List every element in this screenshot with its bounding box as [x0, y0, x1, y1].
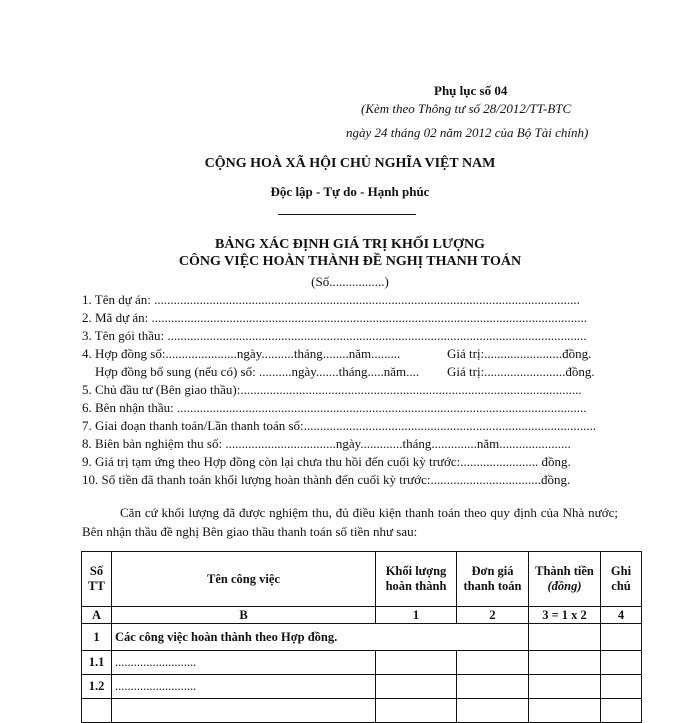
row-work-name: .......................... [112, 675, 376, 699]
field-supplementary-value: Giá trị:.........................đồng. [447, 364, 595, 379]
table-row [82, 675, 642, 699]
table-index-row [82, 607, 642, 624]
row-work-name: .......................... [112, 651, 376, 675]
document-number: (Số.................) [311, 274, 389, 289]
row-amount [529, 651, 601, 675]
document-title-line-1: BẢNG XÁC ĐỊNH GIÁ TRỊ KHỐI LƯỢNG [215, 237, 485, 252]
header-amount [529, 552, 601, 607]
field-paid-amount: 10. Số tiền đã thanh toán khối lượng hoàn thành đến cuối kỳ trước:..................................đồng. [82, 472, 571, 487]
intro-paragraph: Căn cứ khối lượng đã được nghiệm thu, đủ điều kiện thanh toán theo quy định của Nhà nước; Bên nhận thầu đề nghị Bên giao thầu thanh toán số tiền như sau: [82, 505, 618, 539]
field-contract-value: Giá trị:........................đồng. [447, 346, 592, 361]
header-amount-label: Thành tiền [535, 564, 594, 578]
row-amount [529, 675, 601, 699]
motto: Độc lập - Tự do - Hạnh phúc [270, 184, 430, 199]
row-stt: 1.2 [82, 675, 112, 699]
row-unit-price [457, 675, 529, 699]
header-amount-unit: (đồng) [547, 579, 582, 593]
row-volume [376, 675, 457, 699]
appendix-date: ngày 24 tháng 02 năm 2012 của Bộ Tài chính) [346, 125, 589, 140]
header-stt: Số TT [82, 552, 112, 607]
nation-heading: CỘNG HOÀ XÃ HỘI CHỦ NGHĨA VIỆT NAM [204, 156, 496, 171]
row-unit-price [457, 699, 529, 723]
field-supplementary-contract [82, 364, 595, 380]
row-work-name [112, 699, 376, 723]
field-supplementary-left: Hợp đồng bổ sung (nếu có) số: ..........ngày.......tháng.....năm.... [82, 364, 420, 379]
index-cell: 4 [601, 607, 642, 624]
row-note [601, 651, 642, 675]
field-payment-stage: 7. Giai đoạn thanh toán/Lần thanh toán số:.......................................................................................... [82, 418, 597, 433]
index-cell: 2 [457, 607, 529, 624]
field-advance-remaining: 9. Giá trị tạm ứng theo Hợp đồng còn lại chưa thu hồi đến cuối kỳ trước:........................ đồng. [82, 454, 571, 469]
appendix-title: Phụ lục số 04 [434, 83, 508, 98]
field-contractor: 6. Bên nhận thầu: .............................................................................................................................. [82, 400, 587, 415]
table-row [82, 699, 642, 723]
row-note [601, 699, 642, 723]
row-stt [82, 699, 112, 723]
field-contract-left: 4. Hợp đồng số:......................ngày..........tháng........năm......... [82, 346, 401, 361]
index-cell: 1 [376, 607, 457, 624]
row-note [601, 675, 642, 699]
index-cell: 3 = 1 x 2 [529, 607, 601, 624]
table-row [82, 624, 642, 651]
header-unit-price: Đơn giá thanh toán [457, 552, 529, 607]
row-volume [376, 699, 457, 723]
row-unit-price [457, 651, 529, 675]
works-table [81, 551, 642, 723]
row-work-name: Các công việc hoàn thành theo Hợp đồng. [112, 624, 529, 651]
row-stt: 1.1 [82, 651, 112, 675]
appendix-reference: (Kèm theo Thông tư số 28/2012/TT-BTC [361, 101, 572, 116]
field-acceptance-record: 8. Biên bản nghiệm thu số: ..................................ngày.............tháng..............năm...................... [82, 436, 571, 451]
index-cell: A [82, 607, 112, 624]
document-title-line-2: CÔNG VIỆC HOÀN THÀNH ĐỀ NGHỊ THANH TOÁN [178, 254, 522, 269]
table-row [82, 651, 642, 675]
field-investor: 5. Chủ đầu tư (Bên giao thầu):......................................................................................................... [82, 382, 582, 397]
row-amount [529, 624, 601, 651]
row-volume [376, 651, 457, 675]
row-note [601, 624, 642, 651]
field-contract [82, 346, 592, 362]
field-project-name: 1. Tên dự án: ................................................................................................................................... [82, 292, 580, 307]
field-project-code: 2. Mã dự án: ...................................................................................................................................... [82, 310, 588, 325]
row-amount [529, 699, 601, 723]
motto-underline [278, 214, 416, 215]
header-note: Ghi chú [601, 552, 642, 607]
row-stt: 1 [82, 624, 112, 651]
header-work-name: Tên công việc [112, 552, 376, 607]
field-package-name: 3. Tên gói thầu: ................................................................................................................................. [82, 328, 587, 343]
index-cell: B [112, 607, 376, 624]
table-header-row [82, 552, 642, 607]
header-volume: Khối lượng hoàn thành [376, 552, 457, 607]
